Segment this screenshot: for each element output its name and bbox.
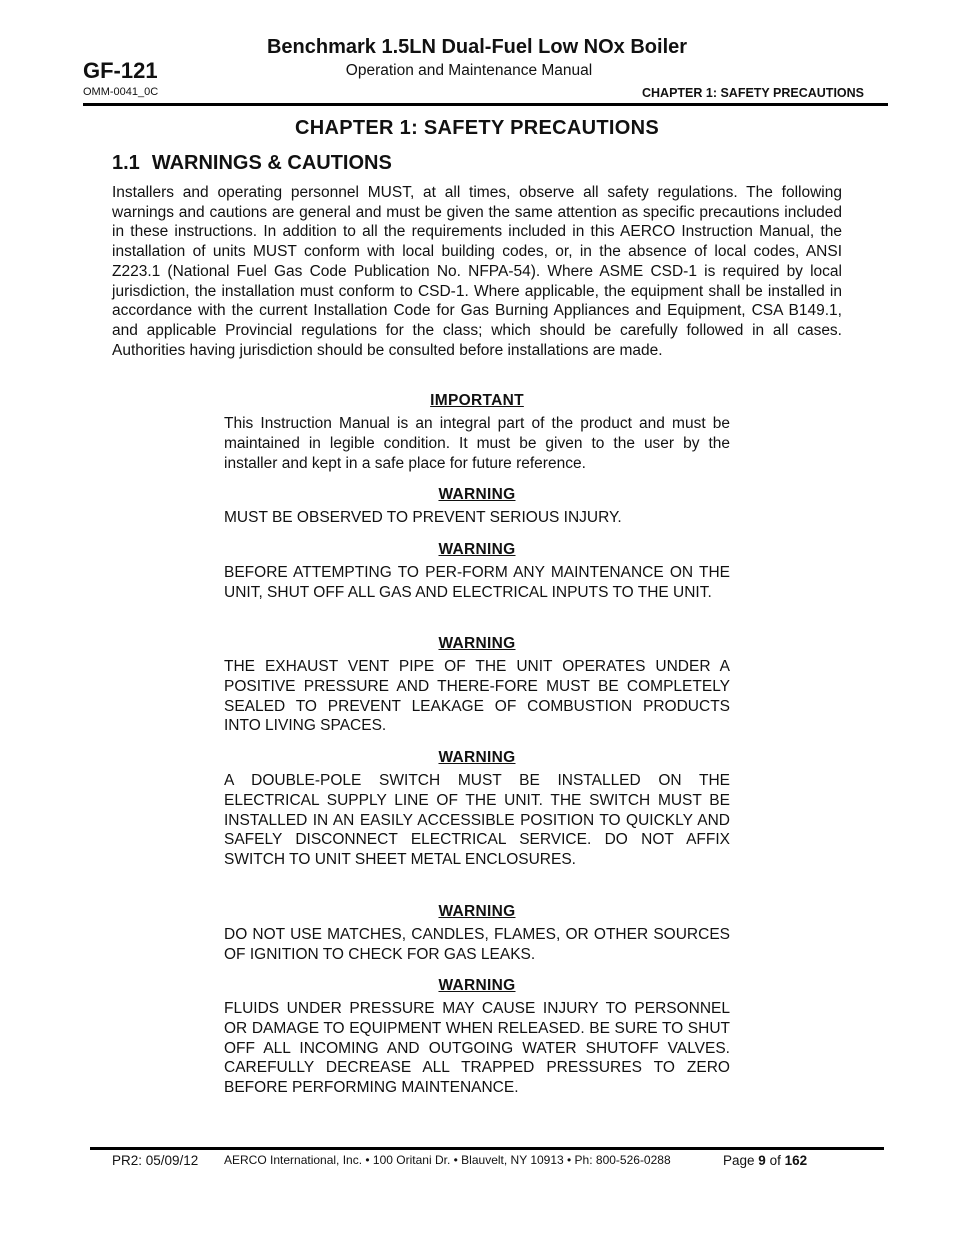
document-code: GF-121 <box>83 58 158 83</box>
notice-body: This Instruction Manual is an integral part of the product and must be maintained in legible condition. It must be given to the user by the installer and kept in a safe place for future reference. <box>224 415 730 472</box>
chapter-title: CHAPTER 1: SAFETY PRECAUTIONS <box>295 117 659 139</box>
notice-warning-pressure <box>224 976 730 1098</box>
notice-title: WARNING <box>438 541 516 558</box>
section-number: 1.1 <box>112 152 140 174</box>
notice-title: WARNING <box>438 977 516 994</box>
page-label: Page <box>723 1153 755 1168</box>
intro-paragraph: Installers and operating personnel MUST, at all times, observe all safety regulations. The following warnings and cautions are general and must be given the same attention as specific precautions included in these instructions. In addition to all the requirements included in this AERCO Instruction Manual, the installation of units MUST conform with local building codes, or, in the absence of local codes, ANSI Z223.1 (National Fuel Gas Code Publication No. NFPA-54). Where ASME CSD-1 is required by local jurisdiction, the installation must conform to CSD-1. Where applicable, the equipment shall be installed in accordance with the current Installation Code for Gas Burning Appliances and Equipment, CSA B149.1, and applicable Provincial regulations for the class; which should be carefully followed in all cases. Authorities having jurisdiction should be consulted before installations are made. <box>112 184 842 359</box>
page-of: of <box>769 1153 781 1168</box>
notice-important <box>224 391 730 473</box>
footer-page-number <box>723 1153 807 1168</box>
notice-title: WARNING <box>438 635 516 652</box>
notice-title: WARNING <box>438 749 516 766</box>
notice-body: THE EXHAUST VENT PIPE OF THE UNIT OPERATES UNDER A POSITIVE PRESSURE AND THERE-FORE MUST BE COMPLETELY SEALED TO PREVENT LEAKAGE OF COMBUSTION PRODUCTS INTO LIVING SPACES. <box>224 658 730 735</box>
notice-warning-maintenance <box>224 540 730 603</box>
header-divider <box>83 103 888 106</box>
notice-body: MUST BE OBSERVED TO PREVENT SERIOUS INJURY. <box>224 509 622 526</box>
header-chapter-ref: CHAPTER 1: SAFETY PRECAUTIONS <box>641 86 864 100</box>
footer-divider <box>90 1147 884 1150</box>
notice-title: WARNING <box>438 486 516 503</box>
document-subtitle: Operation and Maintenance Manual <box>345 62 593 79</box>
notice-warning-ignition <box>224 902 730 965</box>
page-total: 162 <box>784 1153 808 1168</box>
notice-body: A DOUBLE-POLE SWITCH MUST BE INSTALLED ON THE ELECTRICAL SUPPLY LINE OF THE UNIT. THE SWITCH MUST BE INSTALLED IN AN EASILY ACCESSIBLE POSITION TO QUICKLY AND SAFELY DISCONNECT ELECTRICAL SERVICE. DO NOT AFFIX SWITCH TO UNIT SHEET METAL ENCLOSURES. <box>224 772 730 869</box>
notice-body: DO NOT USE MATCHES, CANDLES, FLAMES, OR OTHER SOURCES OF IGNITION TO CHECK FOR GAS LEAKS. <box>224 926 730 963</box>
notice-warning-injury <box>224 485 730 528</box>
page-current: 9 <box>758 1153 766 1168</box>
footer-address: AERCO International, Inc. • 100 Oritani Dr. • Blauvelt, NY 10913 • Ph: 800-526-0288 <box>224 1153 671 1167</box>
notice-warning-exhaust <box>224 634 730 736</box>
document-title: Benchmark 1.5LN Dual-Fuel Low NOx Boiler <box>266 36 688 58</box>
section-title: WARNINGS & CAUTIONS <box>151 152 392 174</box>
document-number: OMM-0041_0C <box>83 86 159 98</box>
footer-revision: PR2: 05/09/12 <box>112 1153 199 1168</box>
notice-title: WARNING <box>438 903 516 920</box>
notice-title: IMPORTANT <box>430 392 524 409</box>
notice-warning-switch <box>224 748 730 870</box>
notice-body: BEFORE ATTEMPTING TO PER-FORM ANY MAINTENANCE ON THE UNIT, SHUT OFF ALL GAS AND ELECTRICAL INPUTS TO THE UNIT. <box>224 564 730 601</box>
section-heading <box>112 152 392 175</box>
notice-body: FLUIDS UNDER PRESSURE MAY CAUSE INJURY TO PERSONNEL OR DAMAGE TO EQUIPMENT WHEN RELEASED. BE SURE TO SHUT OFF ALL INCOMING AND OUTGOING WATER SHUTOFF VALVES. CAREFULLY DECREASE ALL TRAPPED PRESSURES TO ZERO BEFORE PERFORMING MAINTENANCE. <box>224 1000 730 1097</box>
